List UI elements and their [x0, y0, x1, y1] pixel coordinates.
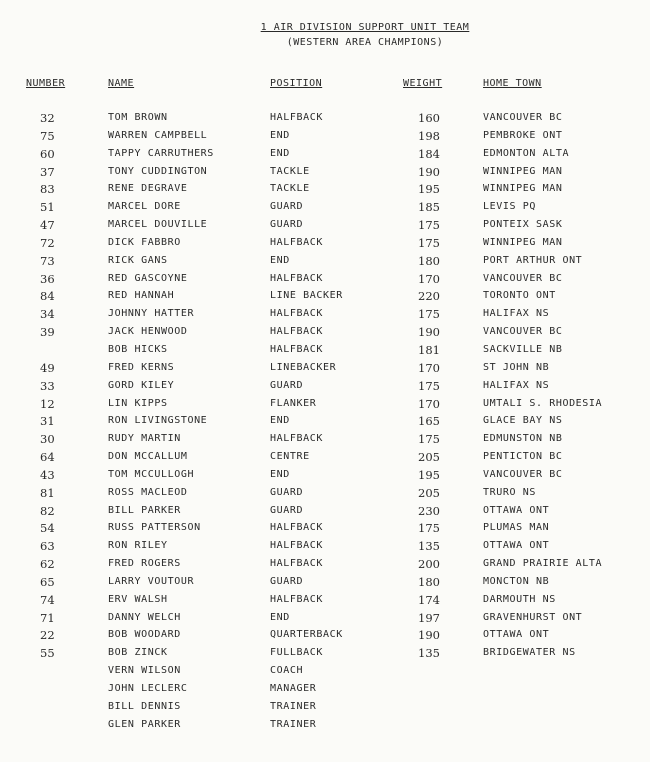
player-home-town: OTTAWA ONT [483, 629, 550, 641]
table-row [0, 683, 650, 701]
player-number: 36 [40, 271, 55, 286]
player-name: TOM MCCULLOGH [108, 468, 195, 480]
table-row [0, 398, 650, 416]
header-position: POSITION [270, 78, 323, 89]
document-title [0, 22, 650, 48]
player-name: JOHN LECLERC [108, 683, 188, 694]
player-name: RUDY MARTIN [108, 433, 181, 445]
player-number: 39 [40, 325, 55, 340]
player-home-town: LEVIS PQ [483, 201, 536, 213]
player-number: 71 [40, 610, 55, 625]
player-home-town: EDMONTON ALTA [483, 147, 570, 159]
player-name: TONY CUDDINGTON [108, 165, 208, 177]
player-name: GLEN PARKER [108, 718, 181, 730]
player-weight: 165 [418, 414, 440, 429]
player-number: 22 [40, 628, 55, 643]
player-weight: 174 [418, 592, 440, 607]
player-position: TRAINER [270, 700, 317, 712]
player-name: GORD KILEY [108, 379, 175, 391]
table-row [0, 701, 650, 719]
player-number: 49 [40, 360, 55, 375]
player-weight: 205 [418, 485, 440, 500]
player-home-town: GRAND PRAIRIE ALTA [483, 558, 603, 570]
table-row [0, 166, 650, 184]
player-position: HALFBACK [270, 343, 323, 355]
table-row [0, 522, 650, 540]
player-weight: 181 [418, 342, 440, 357]
player-position: END [270, 147, 290, 159]
player-number: 51 [40, 200, 55, 215]
player-home-town: EDMUNSTON NB [483, 433, 563, 445]
player-position: END [270, 129, 290, 141]
player-number: 64 [40, 450, 55, 465]
player-home-town: MONCTON NB [483, 575, 550, 587]
table-row [0, 201, 650, 219]
player-name: RUSS PATTERSON [108, 522, 201, 534]
player-name: BILL PARKER [108, 504, 181, 516]
player-name: BOB WOODARD [108, 629, 181, 641]
team-title: 1 AIR DIVISION SUPPORT UNIT TEAM [260, 22, 470, 33]
player-weight: 175 [418, 235, 440, 250]
player-home-town: TORONTO ONT [483, 290, 556, 302]
player-position: FULLBACK [270, 647, 323, 659]
player-position: HALFBACK [270, 112, 323, 123]
player-number: 43 [40, 467, 55, 482]
player-number: 30 [40, 432, 55, 447]
player-weight: 190 [418, 628, 440, 643]
player-name: RON RILEY [108, 540, 168, 552]
player-position: HALFBACK [270, 236, 323, 248]
table-row [0, 183, 650, 201]
player-home-town: TRURO NS [483, 486, 536, 498]
player-position: CENTRE [270, 451, 310, 463]
player-name: VERN WILSON [108, 665, 181, 677]
table-row [0, 469, 650, 487]
header-home-town: HOME TOWN [483, 78, 542, 89]
player-name: RICK GANS [108, 254, 168, 266]
player-weight: 160 [418, 111, 440, 125]
player-position: TACKLE [270, 165, 310, 177]
player-position: FLANKER [270, 397, 317, 409]
table-row [0, 290, 650, 308]
player-weight: 200 [418, 557, 440, 572]
player-name: ROSS MACLEOD [108, 486, 188, 498]
player-home-town: WINNIPEG MAN [483, 165, 563, 177]
table-row [0, 433, 650, 451]
player-name: FRED ROGERS [108, 558, 181, 570]
player-home-town: WINNIPEG MAN [483, 183, 563, 195]
player-position: END [270, 611, 290, 623]
player-name: LARRY VOUTOUR [108, 575, 195, 587]
player-name: TAPPY CARRUTHERS [108, 147, 214, 159]
header-number: NUMBER [26, 78, 66, 89]
roster-table [0, 112, 650, 737]
player-position: LINE BACKER [270, 290, 343, 302]
player-weight: 135 [418, 539, 440, 554]
player-number: 54 [40, 521, 55, 536]
player-weight: 170 [418, 396, 440, 411]
player-position: GUARD [270, 201, 304, 213]
player-position: TACKLE [270, 183, 310, 195]
player-weight: 180 [418, 253, 440, 268]
player-name: DON MCCALLUM [108, 451, 188, 463]
player-home-town: ST JOHN NB [483, 361, 550, 373]
player-position: MANAGER [270, 683, 317, 694]
table-row [0, 594, 650, 612]
table-row [0, 719, 650, 737]
player-number: 60 [40, 146, 55, 161]
table-row [0, 380, 650, 398]
player-name: DANNY WELCH [108, 611, 181, 623]
player-name: TOM BROWN [108, 112, 168, 123]
table-row [0, 326, 650, 344]
player-weight: 230 [418, 503, 440, 518]
player-home-town: PLUMAS MAN [483, 522, 550, 534]
player-name: MARCEL DORE [108, 201, 181, 213]
player-number: 74 [40, 592, 55, 607]
table-row [0, 505, 650, 523]
player-home-town: VANCOUVER BC [483, 112, 563, 123]
table-row [0, 665, 650, 683]
player-number: 65 [40, 574, 55, 589]
player-position: GUARD [270, 575, 304, 587]
player-position: GUARD [270, 219, 304, 231]
player-position: COACH [270, 665, 304, 677]
header-weight: WEIGHT [403, 78, 443, 89]
player-name: LIN KIPPS [108, 397, 168, 409]
player-position: TRAINER [270, 718, 317, 730]
player-home-town: GRAVENHURST ONT [483, 611, 583, 623]
player-position: QUARTERBACK [270, 629, 343, 641]
table-row [0, 237, 650, 255]
player-number: 72 [40, 235, 55, 250]
table-row [0, 415, 650, 433]
player-number: 47 [40, 218, 55, 233]
player-number: 81 [40, 485, 55, 500]
player-home-town: BRIDGEWATER NS [483, 647, 576, 659]
player-weight: 175 [418, 307, 440, 322]
player-weight: 220 [418, 289, 440, 304]
player-weight: 170 [418, 360, 440, 375]
player-number: 33 [40, 378, 55, 393]
table-row [0, 451, 650, 469]
player-home-town: WINNIPEG MAN [483, 236, 563, 248]
player-name: BOB HICKS [108, 343, 168, 355]
player-number: 55 [40, 646, 55, 661]
player-name: RENE DEGRAVE [108, 183, 188, 195]
table-row [0, 647, 650, 665]
table-row [0, 273, 650, 291]
player-number: 32 [40, 111, 55, 125]
player-position: END [270, 468, 290, 480]
player-number: 75 [40, 128, 55, 143]
player-number: 82 [40, 503, 55, 518]
player-position: GUARD [270, 379, 304, 391]
player-weight: 175 [418, 378, 440, 393]
table-row [0, 112, 650, 130]
player-weight: 135 [418, 646, 440, 661]
player-number: 12 [40, 396, 55, 411]
player-position: END [270, 415, 290, 427]
player-weight: 195 [418, 182, 440, 197]
player-number: 62 [40, 557, 55, 572]
player-weight: 198 [418, 128, 440, 143]
table-row [0, 255, 650, 273]
player-weight: 180 [418, 574, 440, 589]
table-row [0, 148, 650, 166]
table-row [0, 612, 650, 630]
player-weight: 175 [418, 218, 440, 233]
table-row [0, 576, 650, 594]
player-name: MARCEL DOUVILLE [108, 219, 208, 231]
header-name: NAME [108, 78, 135, 89]
player-home-town: HALIFAX NS [483, 308, 550, 320]
player-weight: 190 [418, 325, 440, 340]
table-row [0, 308, 650, 326]
player-home-town: PORT ARTHUR ONT [483, 254, 583, 266]
player-number: 31 [40, 414, 55, 429]
player-number: 83 [40, 182, 55, 197]
player-weight: 195 [418, 467, 440, 482]
table-row [0, 558, 650, 576]
player-home-town: GLACE BAY NS [483, 415, 563, 427]
player-home-town: OTTAWA ONT [483, 504, 550, 516]
player-position: HALFBACK [270, 433, 323, 445]
player-home-town: UMTALI S. RHODESIA [483, 397, 603, 409]
player-number: 84 [40, 289, 55, 304]
table-row [0, 130, 650, 148]
player-name: BOB ZINCK [108, 647, 168, 659]
player-weight: 175 [418, 432, 440, 447]
player-home-town: VANCOUVER BC [483, 468, 563, 480]
player-position: GUARD [270, 486, 304, 498]
player-number: 37 [40, 164, 55, 179]
player-name: BILL DENNIS [108, 700, 181, 712]
player-number: 34 [40, 307, 55, 322]
player-home-town: VANCOUVER BC [483, 272, 563, 284]
player-name: RED HANNAH [108, 290, 175, 302]
player-home-town: PONTEIX SASK [483, 219, 563, 231]
player-position: HALFBACK [270, 593, 323, 605]
player-name: RON LIVINGSTONE [108, 415, 208, 427]
player-weight: 205 [418, 450, 440, 465]
player-home-town: HALIFAX NS [483, 379, 550, 391]
player-position: HALFBACK [270, 308, 323, 320]
table-row [0, 362, 650, 380]
player-position: GUARD [270, 504, 304, 516]
player-position: HALFBACK [270, 522, 323, 534]
player-position: HALFBACK [270, 540, 323, 552]
player-position: END [270, 254, 290, 266]
team-subtitle: (WESTERN AREA CHAMPIONS) [286, 37, 444, 48]
player-name: DICK FABBRO [108, 236, 181, 248]
table-row [0, 487, 650, 505]
player-position: HALFBACK [270, 558, 323, 570]
player-home-town: DARMOUTH NS [483, 593, 556, 605]
player-name: FRED KERNS [108, 361, 175, 373]
player-weight: 190 [418, 164, 440, 179]
player-position: HALFBACK [270, 326, 323, 338]
table-row [0, 344, 650, 362]
player-position: LINEBACKER [270, 361, 337, 373]
player-weight: 197 [418, 610, 440, 625]
player-home-town: VANCOUVER BC [483, 326, 563, 338]
table-row [0, 219, 650, 237]
player-weight: 185 [418, 200, 440, 215]
player-home-town: PEMBROKE ONT [483, 129, 563, 141]
player-name: WARREN CAMPBELL [108, 129, 208, 141]
player-name: JACK HENWOOD [108, 326, 188, 338]
player-name: JOHNNY HATTER [108, 308, 195, 320]
player-home-town: OTTAWA ONT [483, 540, 550, 552]
player-weight: 175 [418, 521, 440, 536]
player-number: 63 [40, 539, 55, 554]
player-home-town: SACKVILLE NB [483, 343, 563, 355]
player-name: ERV WALSH [108, 593, 168, 605]
player-home-town: PENTICTON BC [483, 451, 563, 463]
table-row [0, 629, 650, 647]
player-weight: 170 [418, 271, 440, 286]
player-weight: 184 [418, 146, 440, 161]
player-name: RED GASCOYNE [108, 272, 188, 284]
player-number: 73 [40, 253, 55, 268]
player-position: HALFBACK [270, 272, 323, 284]
table-row [0, 540, 650, 558]
